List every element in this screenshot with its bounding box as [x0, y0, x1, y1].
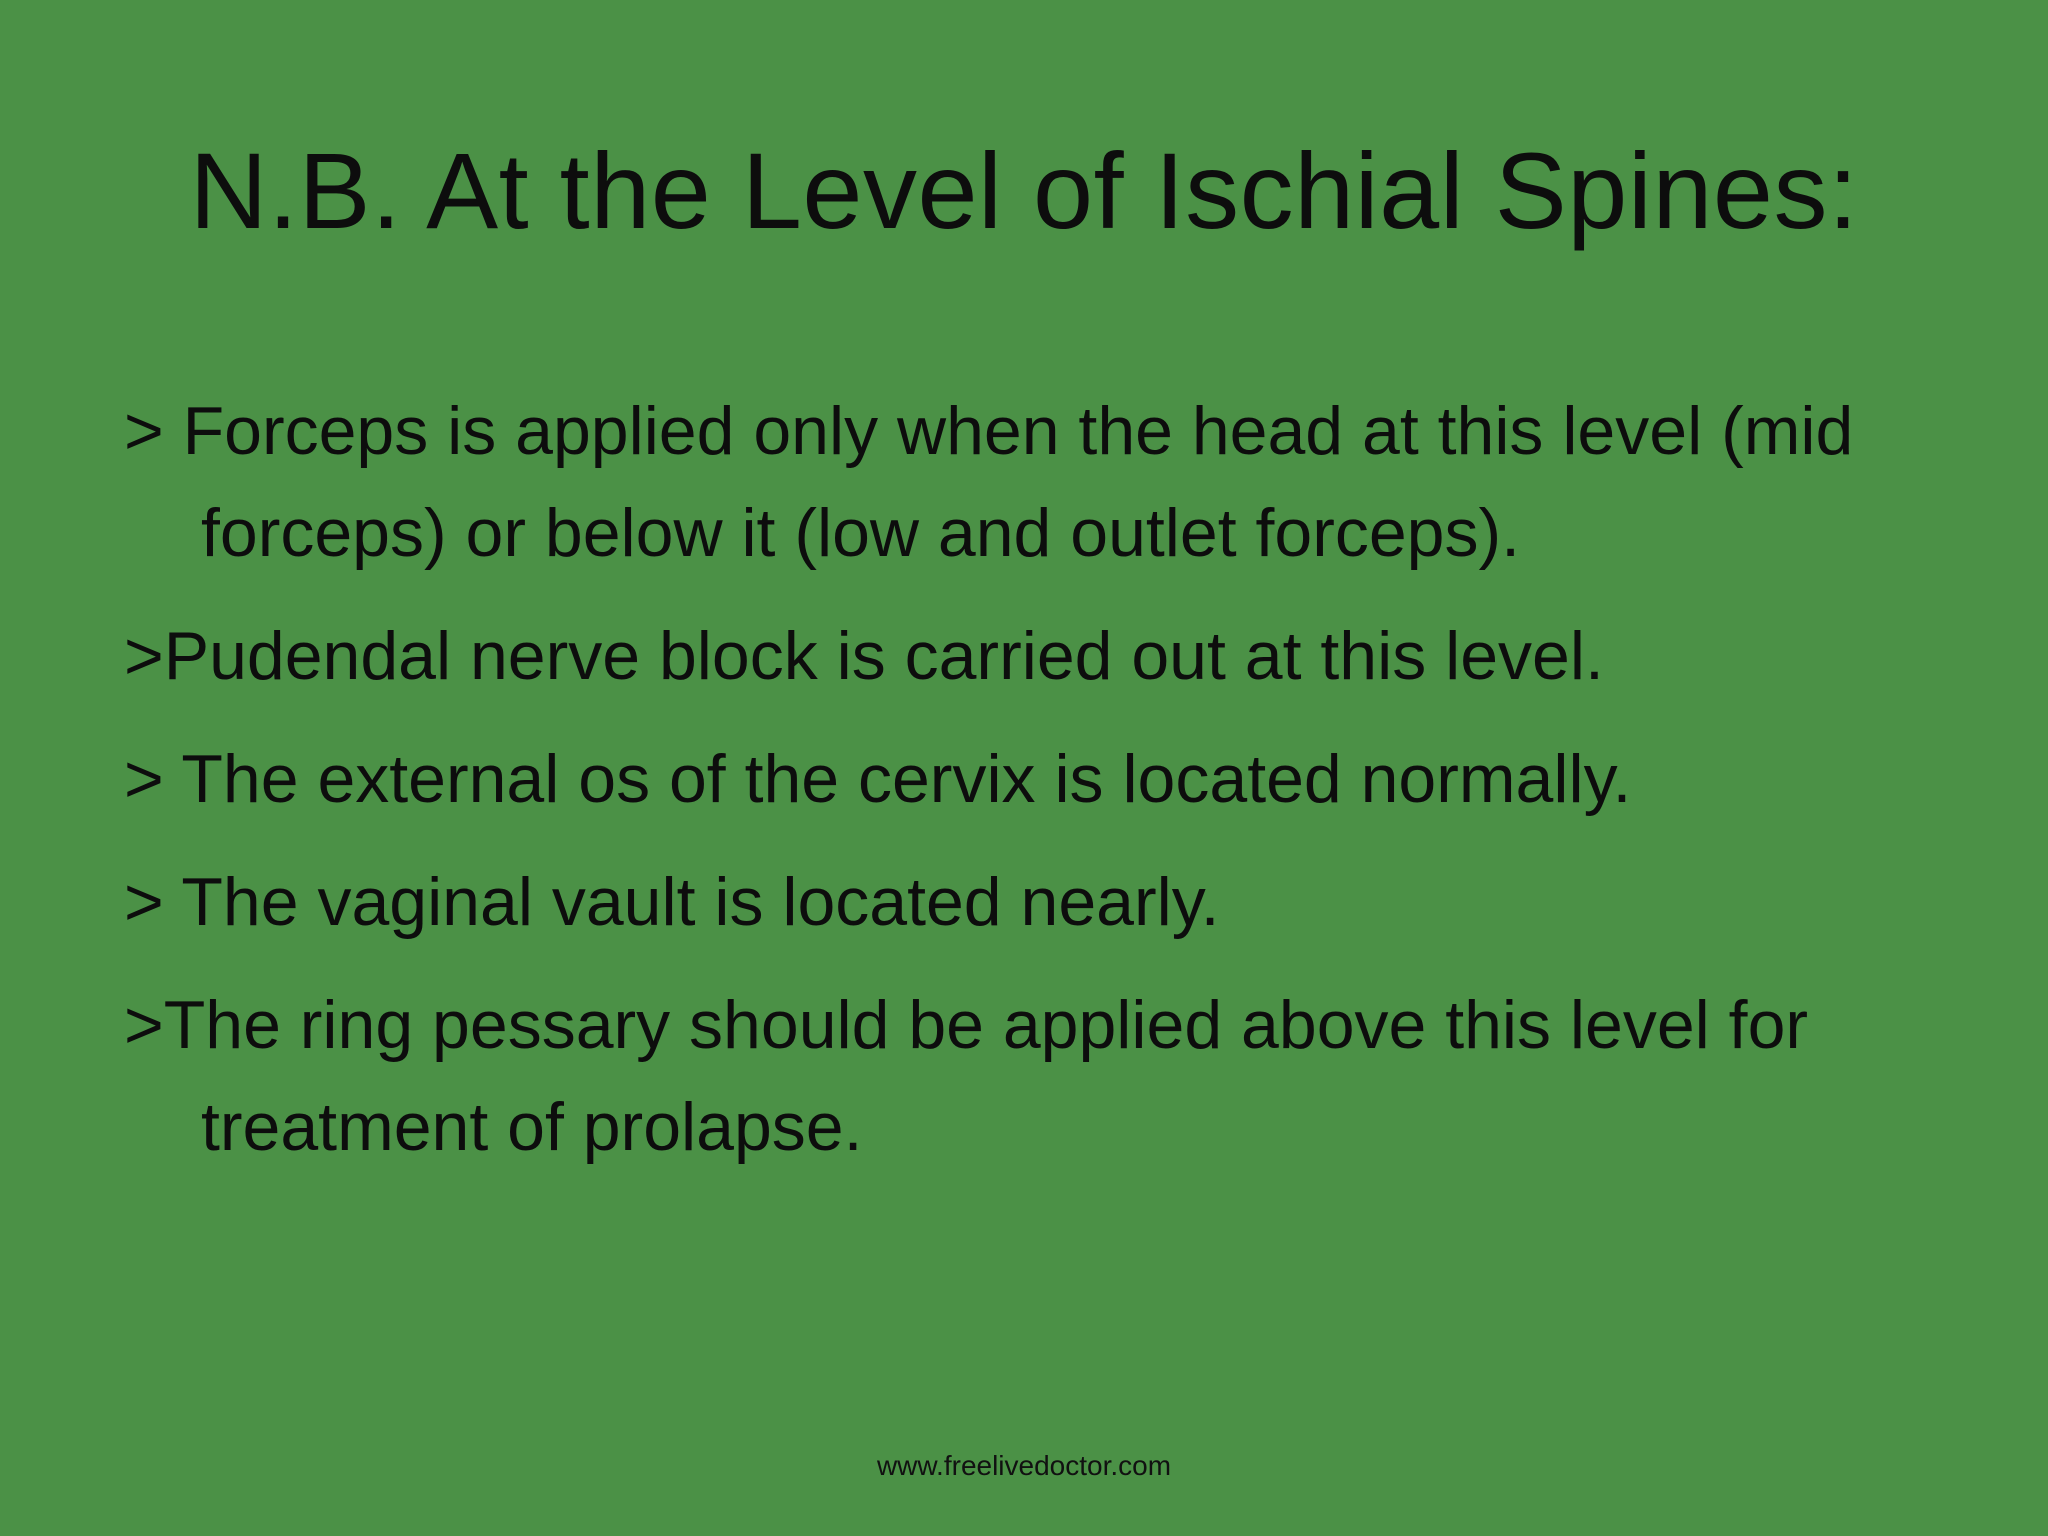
- bullet-list: [124, 380, 1924, 1199]
- bullet-item: >The ring pessary should be applied above this level for treatment of prolapse.: [124, 987, 1809, 1165]
- bullet-item: > Forceps is applied only when the head at this level (mid forceps) or below it (low and outlet forceps).: [124, 393, 1854, 571]
- bullet-item: > The external os of the cervix is located normally.: [124, 741, 1632, 817]
- bullet-item: >Pudendal nerve block is carried out at this level.: [124, 618, 1604, 694]
- bullet-item: > The vaginal vault is located nearly.: [124, 864, 1220, 940]
- slide-title: N.B. At the Level of Ischial Spines:: [189, 130, 1859, 251]
- footer-url: www.freelivedoctor.com: [876, 1450, 1172, 1481]
